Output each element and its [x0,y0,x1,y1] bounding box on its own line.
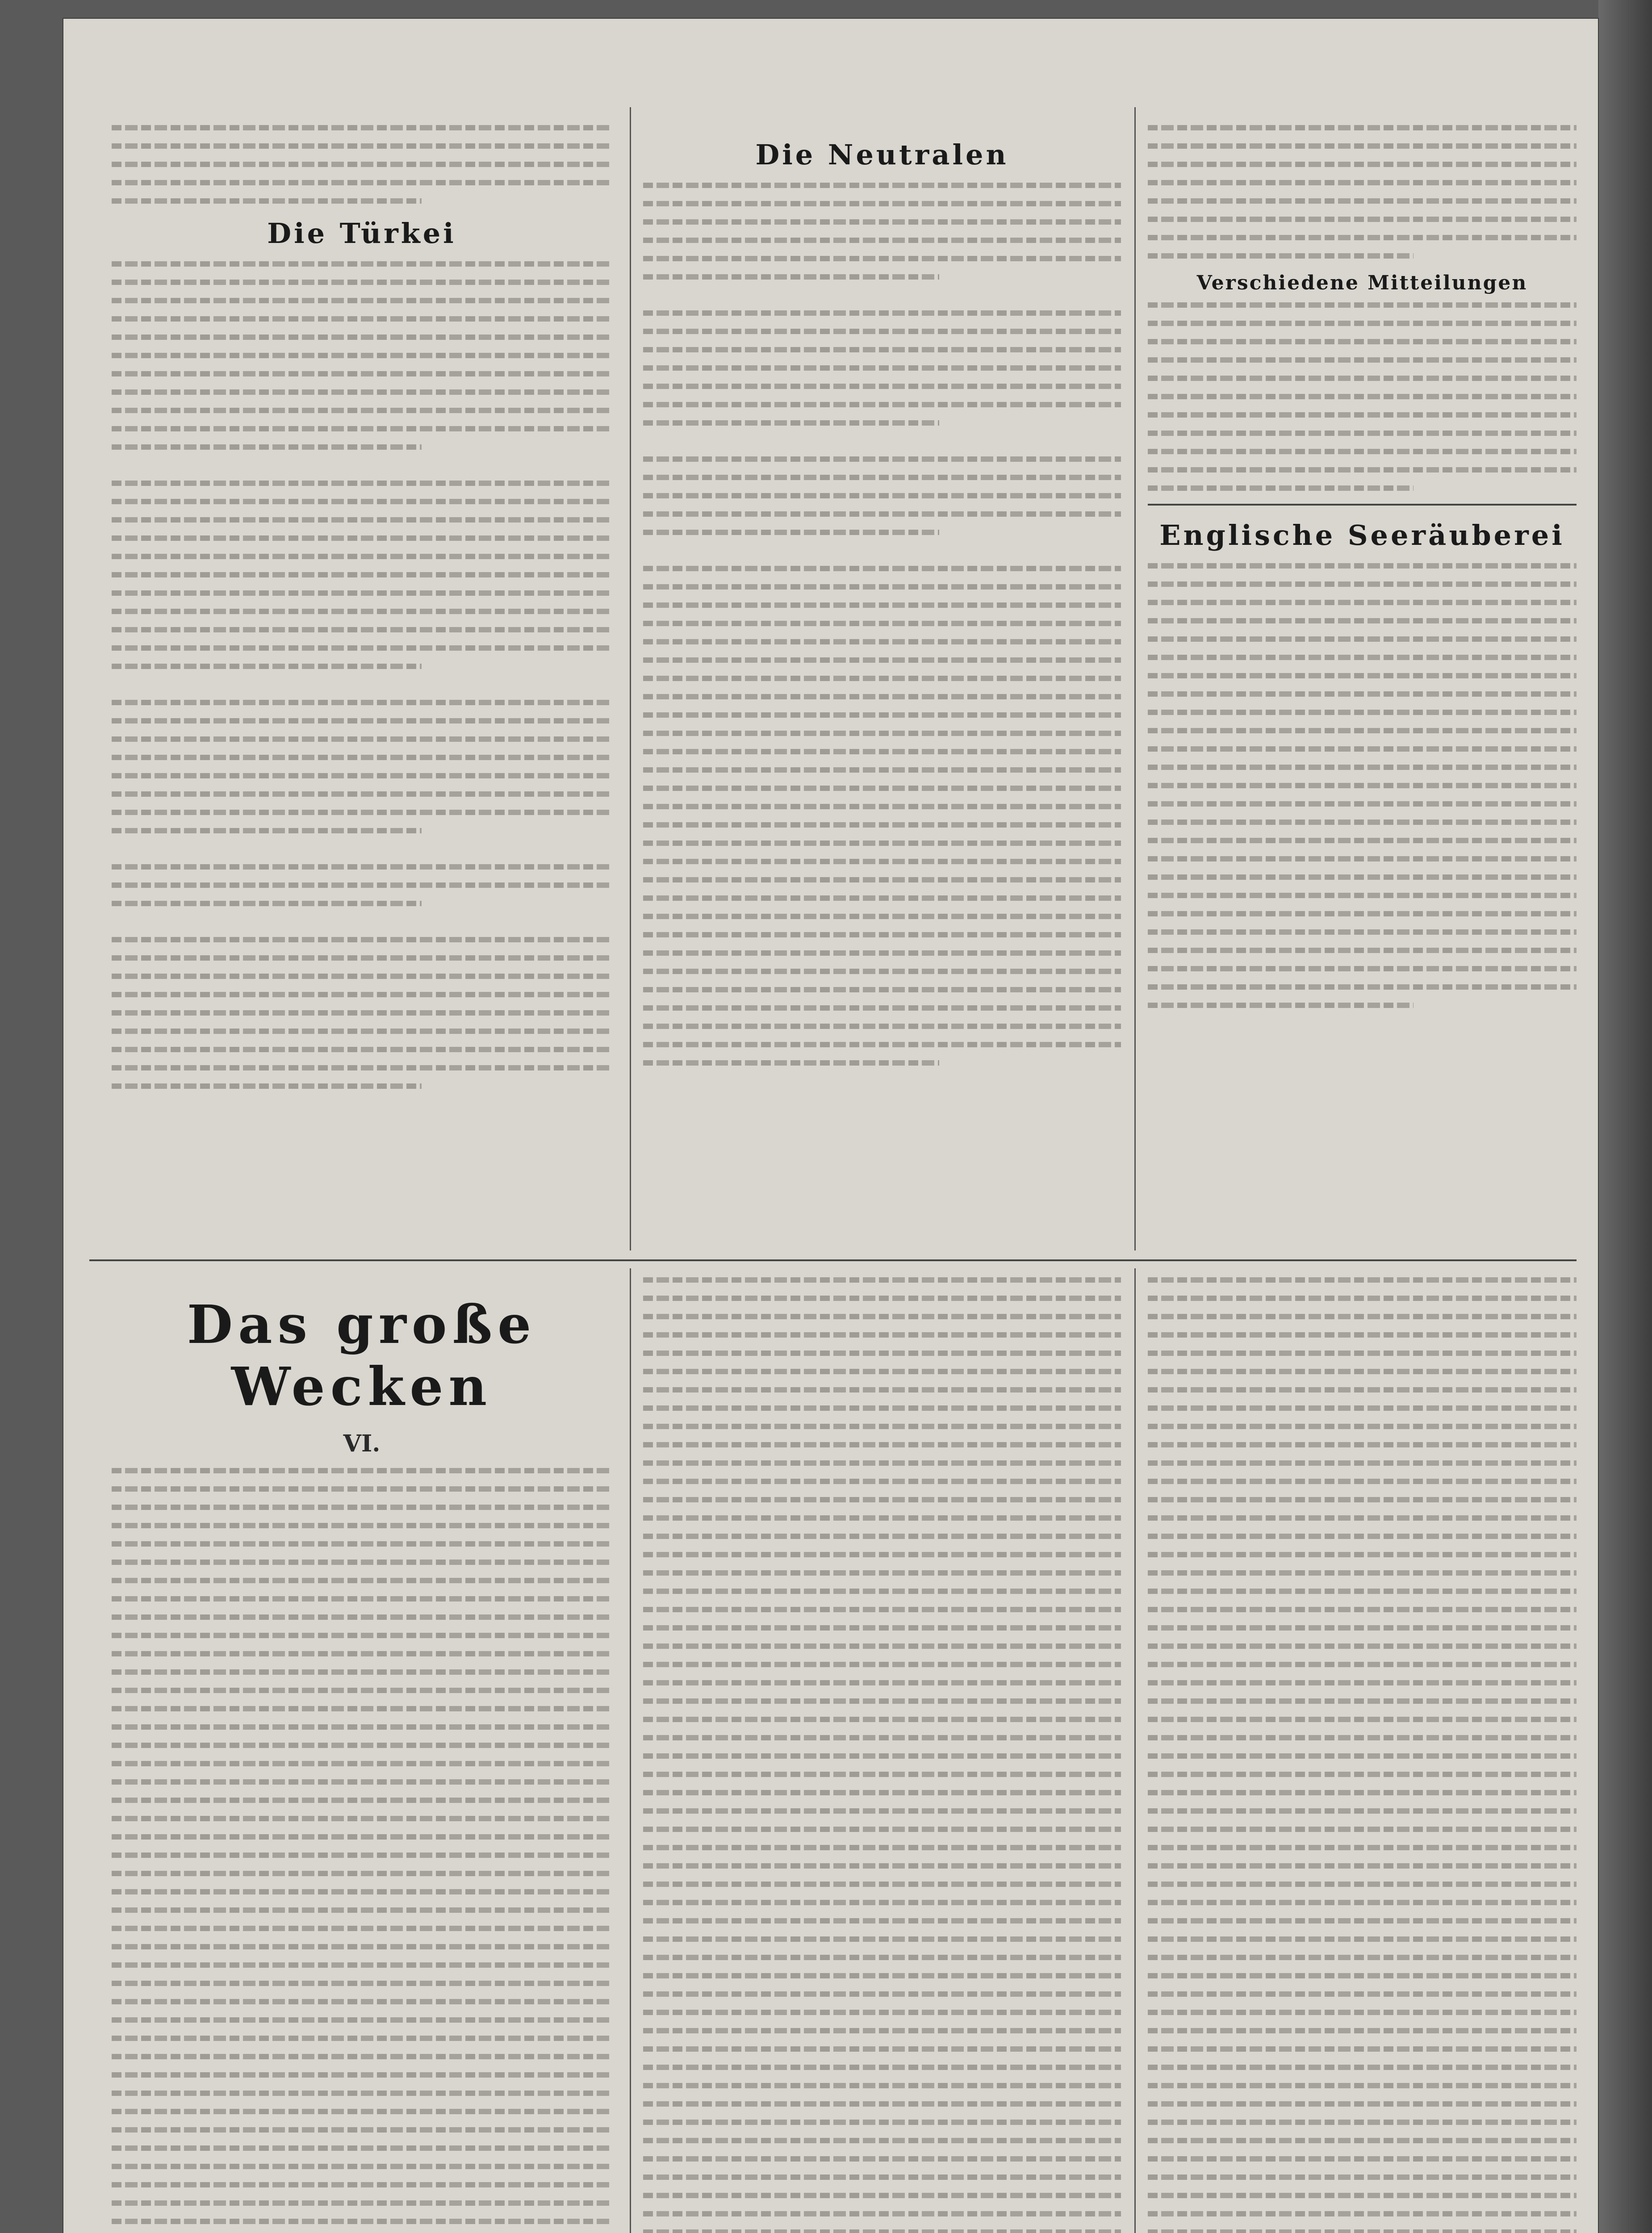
top-left-column [112,125,612,1250]
serial-rule-1 [630,1268,631,2233]
column-rule-1 [630,107,631,1250]
heading-neutralen: Die Neutralen [755,138,1009,171]
section-divider [89,1259,1577,1261]
chapter-number: VI. [343,1430,381,1457]
subsection-rule [1148,504,1577,506]
heading-tuerkei: Die Türkei [267,217,456,250]
heading-englische-seeraeuberei: Englische Seeräuberei [1159,519,1565,552]
serial-title: Das große Wecken [187,1293,537,1418]
serial-middle-column [643,1277,1121,2233]
heading-verschiedene-mitteilungen: Verschiedene Mitteilungen [1196,272,1528,294]
column-rule-2 [1134,107,1136,1250]
serial-right-column [1148,1277,1577,2233]
top-middle-column [643,125,1121,1250]
top-right-column [1148,125,1577,1250]
newspaper-page [63,18,1599,2233]
serial-rule-2 [1134,1268,1136,2233]
scanner-edge [1598,0,1652,2233]
serial-left-column [112,1277,612,2233]
